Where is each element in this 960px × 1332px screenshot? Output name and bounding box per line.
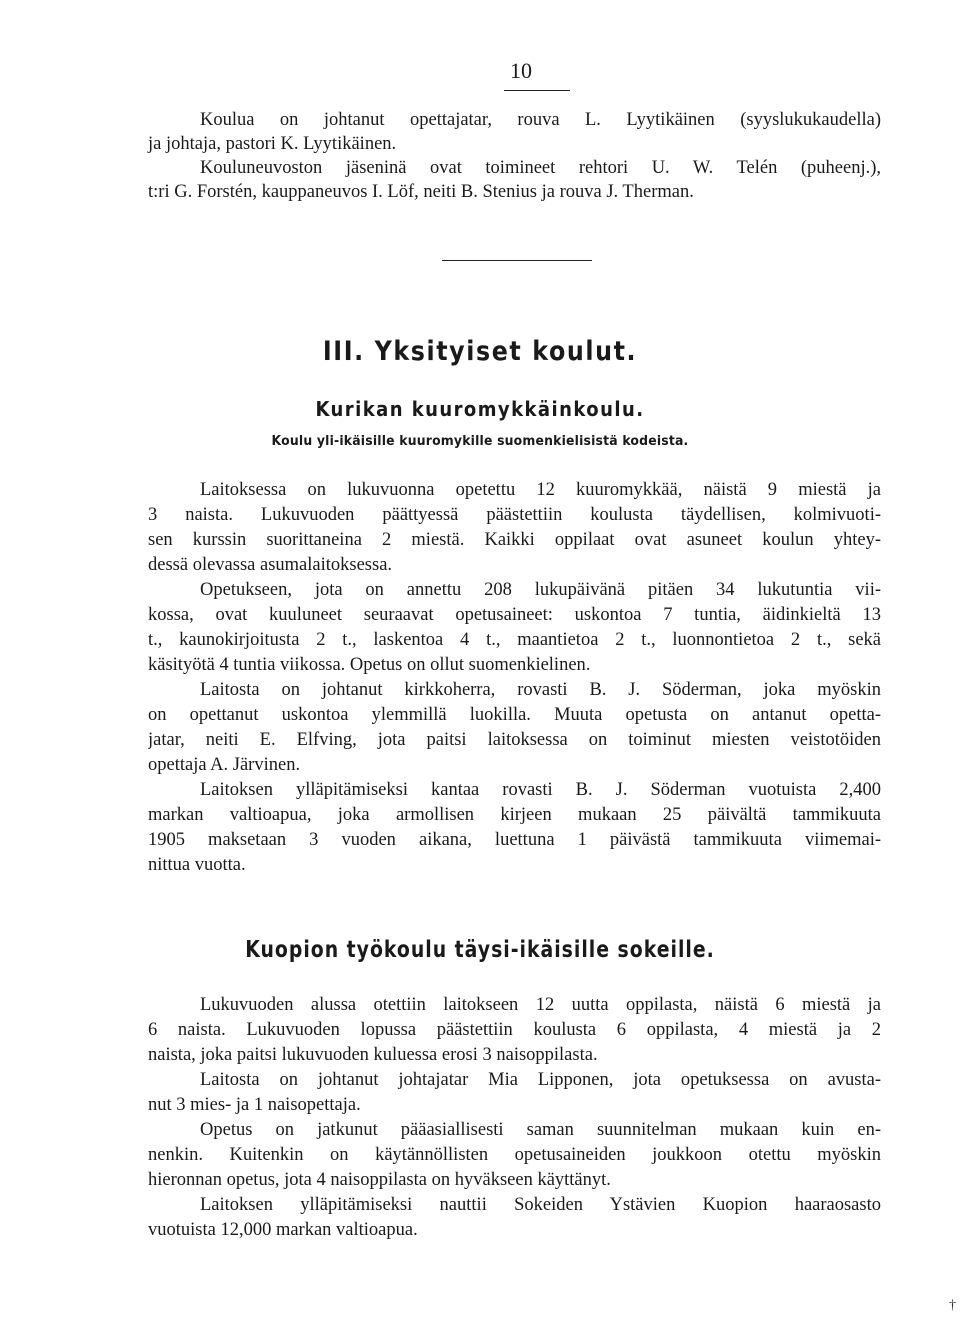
page-number-rule bbox=[504, 90, 570, 91]
school1-line-1: Laitoksessa on lukuvuonna opetettu 12 kuuromykkää, näistä 9 miestä ja bbox=[200, 480, 881, 500]
school1-line-12: opettaja A. Järvinen. bbox=[148, 755, 301, 775]
school1-line-14: markan valtioapua, joka armollisen kirjeen mukaan 25 päivältä tammikuuta bbox=[148, 805, 881, 825]
school2-line-3: naista, joka paitsi lukuvuoden kuluessa erosi 3 naisoppilasta. bbox=[148, 1045, 598, 1065]
school2-title: Kuopion työkoulu täysi-ikäisille sokeille. bbox=[245, 937, 715, 963]
school2-line-4: Laitosta on johtanut johtajatar Mia Lipponen, jota opetuksessa on avusta- bbox=[200, 1070, 881, 1090]
school2-line-2: 6 naista. Lukuvuoden lopussa päästettiin koulusta 6 oppilasta, 4 miestä ja 2 bbox=[148, 1020, 881, 1040]
school1-line-9: Laitosta on johtanut kirkkoherra, rovasti B. J. Söderman, joka myöskin bbox=[200, 680, 881, 700]
school1-line-4: dessä olevassa asumalaitoksessa. bbox=[148, 555, 393, 575]
school1-line-5: Opetukseen, jota on annettu 208 lukupäivänä pitäen 34 lukutuntia vii- bbox=[200, 580, 881, 600]
school2-line-6: Opetus on jatkunut pääasiallisesti saman suunnitelman mukaan kuin en- bbox=[200, 1120, 881, 1140]
school1-line-3: sen kurssin suorittaneina 2 miestä. Kaikki oppilaat ovat asuneet koulun yhtey- bbox=[148, 530, 881, 550]
school2-line-1: Lukuvuoden alussa otettiin laitokseen 12 uutta oppilasta, näistä 6 miestä ja bbox=[200, 995, 881, 1015]
school2-line-9: Laitoksen ylläpitämiseksi nauttii Sokeiden Ystävien Kuopion haaraosasto bbox=[200, 1195, 881, 1215]
section-divider bbox=[442, 260, 592, 261]
school1-line-7: t., kaunokirjoitusta 2 t., laskentoa 4 t., maantietoa 2 t., luonnontietoa 2 t., sekä bbox=[148, 630, 881, 650]
intro-line-3: Kouluneuvoston jäseninä ovat toimineet rehtori U. W. Telén (puheenj.), bbox=[200, 158, 881, 178]
school1-line-13: Laitoksen ylläpitämiseksi kantaa rovasti B. J. Söderman vuotuista 2,400 bbox=[200, 780, 881, 800]
school1-line-16: nittua vuotta. bbox=[148, 855, 246, 875]
school1-subtitle: Koulu yli-ikäisille kuuromykille suomenkielisistä kodeista. bbox=[271, 433, 689, 449]
school2-line-8: hieronnan opetus, jota 4 naisoppilasta on hyväkseen käyttänyt. bbox=[148, 1170, 611, 1190]
school1-line-8: käsityötä 4 tuntia viikossa. Opetus on ollut suomenkielinen. bbox=[148, 655, 591, 675]
section-heading: III. Yksityiset koulut. bbox=[322, 336, 638, 367]
intro-line-2: ja johtaja, pastori K. Lyytikäinen. bbox=[148, 134, 397, 154]
school2-line-7: nenkin. Kuitenkin on käytännöllisten opetusaineiden joukkoon otettu myöskin bbox=[148, 1145, 881, 1165]
school1-line-6: kossa, ovat kuuluneet seuraavat opetusaineet: uskontoa 7 tuntia, äidinkieltä 13 bbox=[148, 605, 881, 625]
school1-line-15: 1905 maksetaan 3 vuoden aikana, luettuna 1 päivästä tammikuuta viimemai- bbox=[148, 830, 881, 850]
school1-title: Kurikan kuuromykkäinkoulu. bbox=[315, 397, 645, 421]
school1-line-11: jatar, neiti E. Elfving, jota paitsi laitoksessa on toiminut miesten veistotöiden bbox=[148, 730, 881, 750]
school2-line-5: nut 3 mies- ja 1 naisopettaja. bbox=[148, 1095, 361, 1115]
school1-line-10: on opettanut uskontoa ylemmillä luokilla. Muuta opetusta on antanut opetta- bbox=[148, 705, 881, 725]
intro-line-1: Koulua on johtanut opettajatar, rouva L. Lyytikäinen (syyslukukaudella) bbox=[200, 110, 881, 130]
school1-line-2: 3 naista. Lukuvuoden päättyessä päästettiin koulusta täydellisen, kolmivuoti- bbox=[148, 505, 881, 525]
scan-artifact-mark: † bbox=[949, 1298, 956, 1313]
page-number: 10 bbox=[510, 58, 532, 83]
intro-line-4: t:ri G. Forstén, kauppaneuvos I. Löf, neiti B. Stenius ja rouva J. Therman. bbox=[148, 182, 694, 202]
school2-line-10: vuotuista 12,000 markan valtioapua. bbox=[148, 1220, 418, 1240]
